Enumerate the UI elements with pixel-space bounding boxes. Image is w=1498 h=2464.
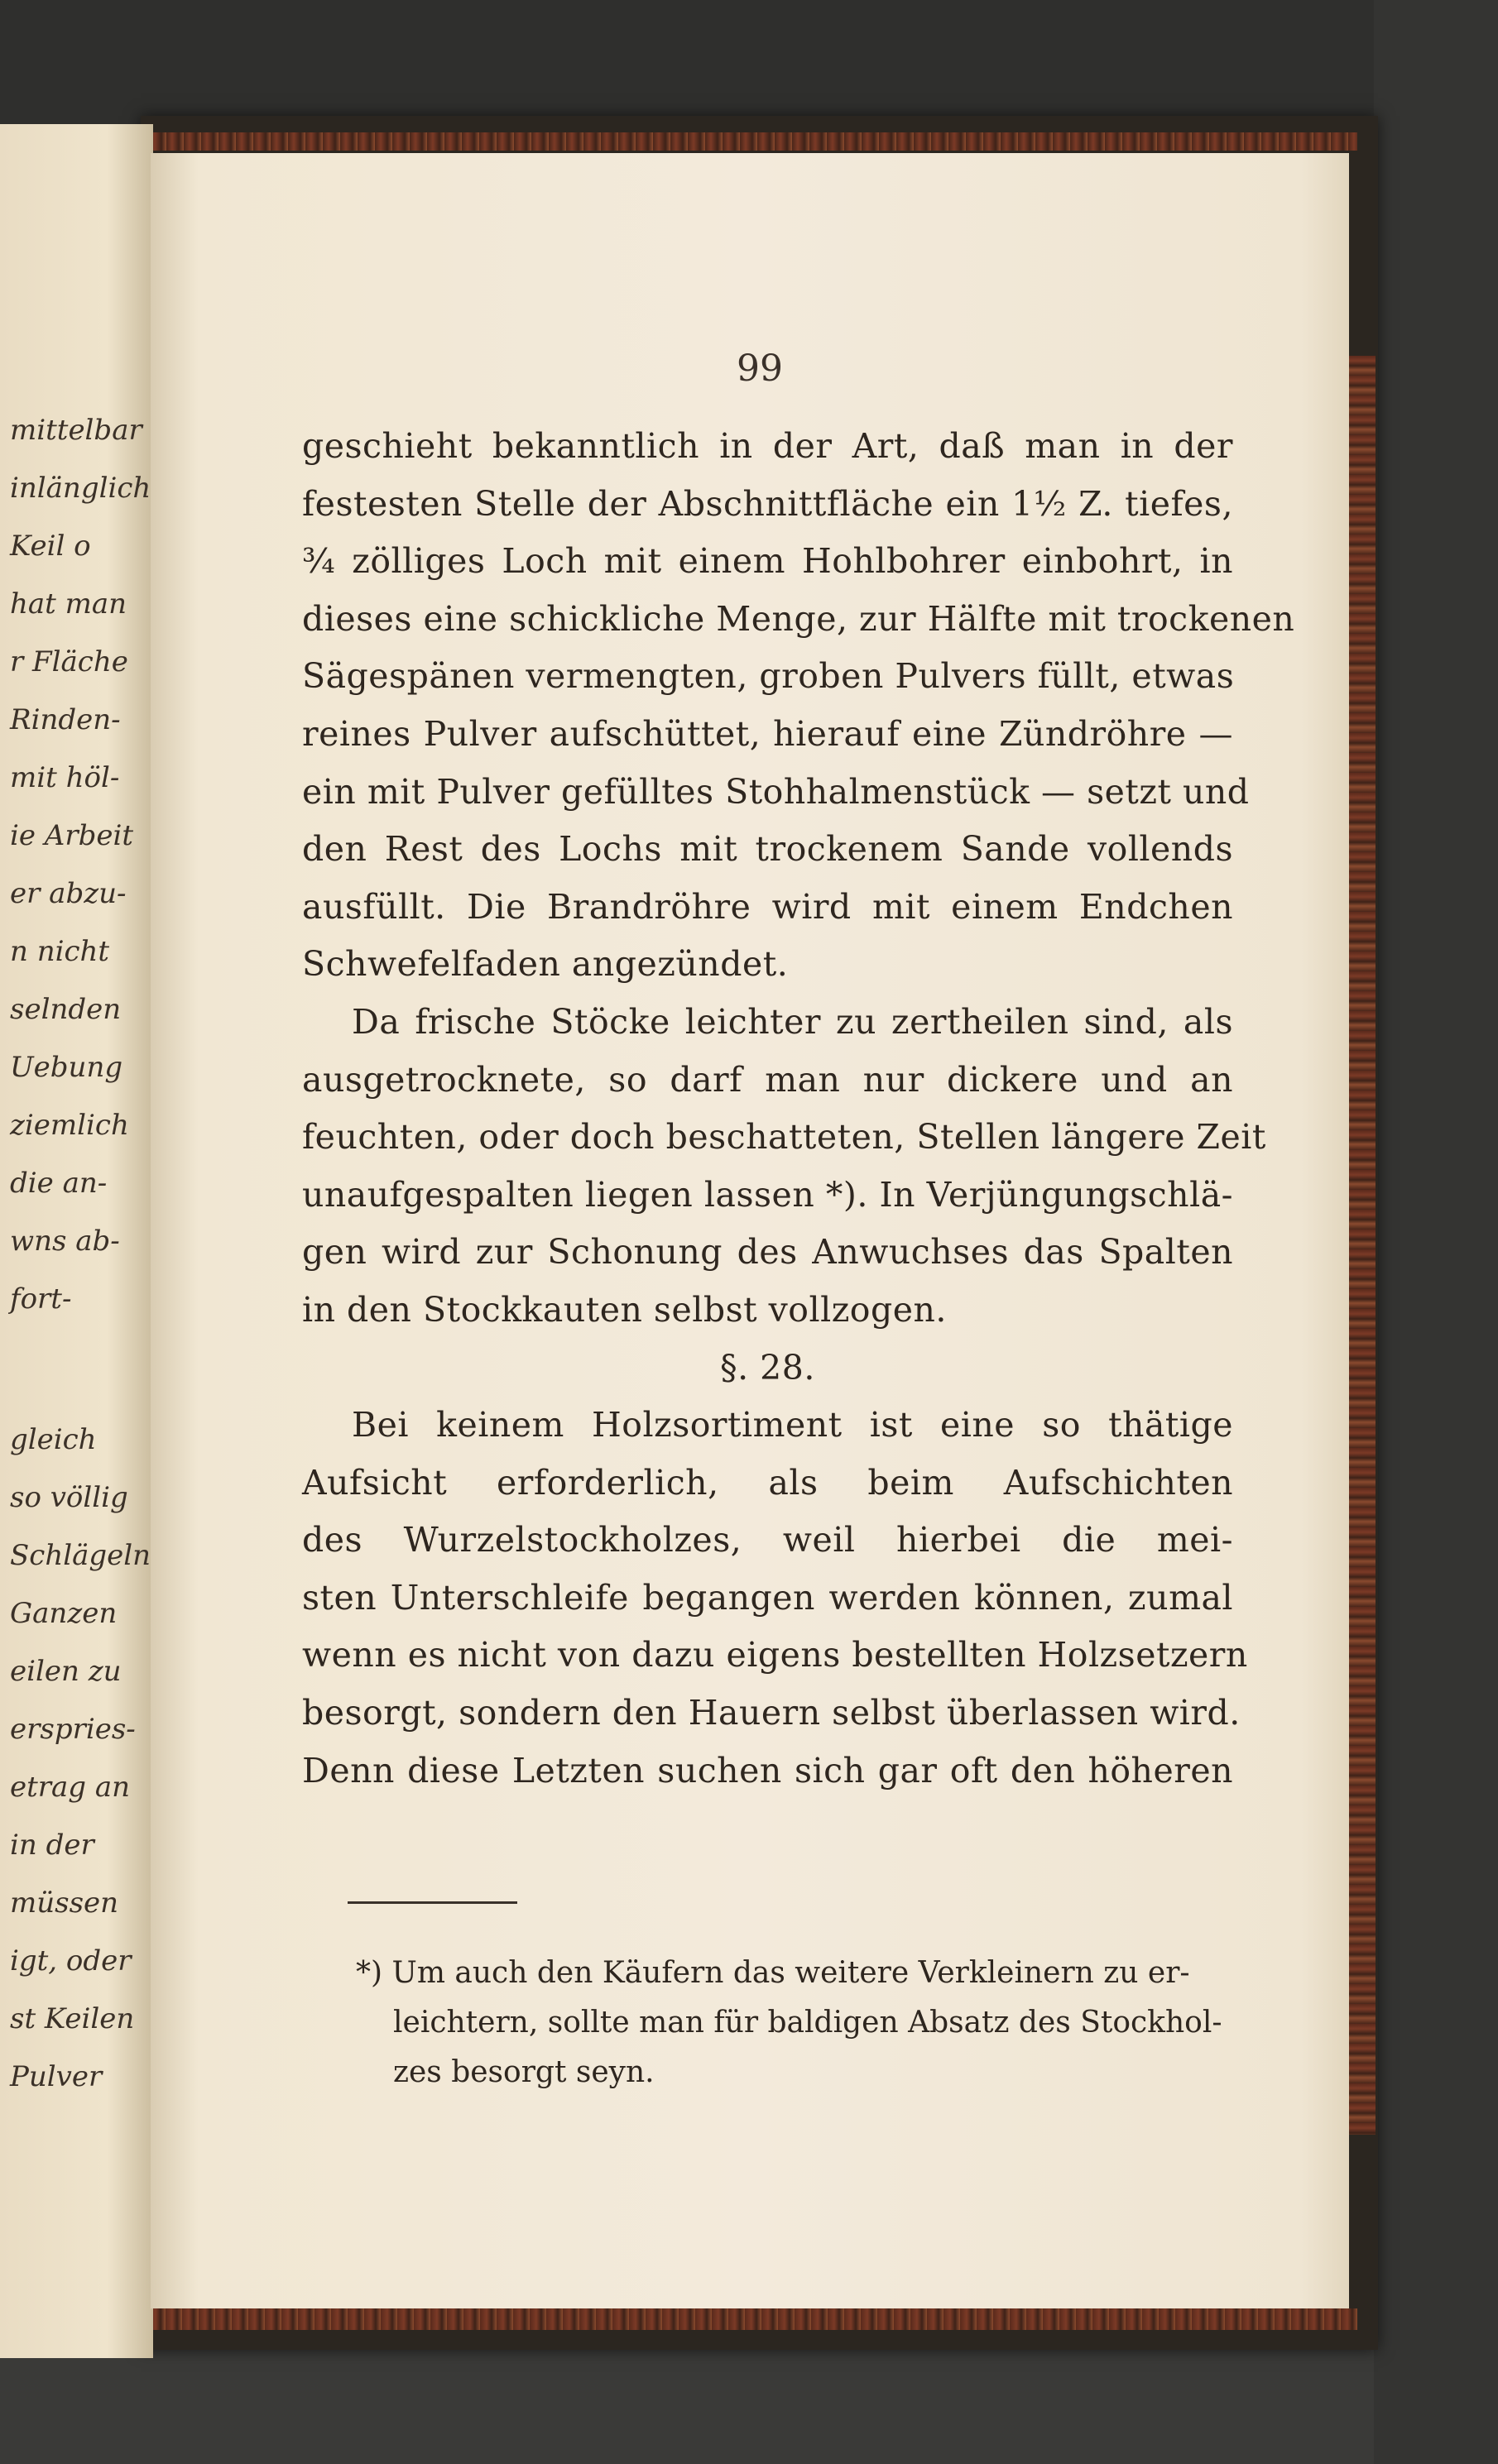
text-line: Sägespänen vermengten, groben Pulvers füllt, etwas xyxy=(302,656,1235,697)
left-fragment: igt, oder xyxy=(10,1944,132,1977)
text-line: ausfüllt. Die Brandröhre wird mit einem Endchen xyxy=(302,886,1233,927)
text-line: reines Pulver aufschüttet, hierauf eine Zündröhre — xyxy=(302,713,1233,754)
text-line: geschieht bekanntlich in der Art, daß man in der xyxy=(302,426,1233,466)
footnote-rule xyxy=(348,1901,517,1904)
left-fragment: müssen xyxy=(10,1886,119,1920)
backdrop xyxy=(0,0,1498,132)
footnote-line: leichtern, sollte man für baldigen Absatz des Stockhol- xyxy=(393,2006,1222,2040)
left-fragment: wns ab- xyxy=(10,1225,120,1258)
text-line: gen wird zur Schonung des Anwuchses das Spalten xyxy=(302,1232,1233,1273)
footnote-line: *) Um auch den Käufern das weitere Verkleinern zu er- xyxy=(356,1956,1190,1990)
text-line: wenn es nicht von dazu eigens bestellten Holzsetzern xyxy=(302,1635,1248,1675)
text-line: des Wurzelstockholzes, weil hierbei die mei- xyxy=(302,1520,1233,1560)
left-fragment: Ganzen xyxy=(10,1597,118,1630)
left-fragment: in der xyxy=(10,1829,94,1862)
facing-page-left xyxy=(0,124,153,2358)
footnote xyxy=(356,1949,1237,2097)
left-fragment: eilen zu xyxy=(10,1655,122,1688)
left-fragment: erspries- xyxy=(10,1713,136,1746)
left-fragment: st Keilen xyxy=(10,2002,135,2035)
text-line: Denn diese Letzten suchen sich gar oft den höheren xyxy=(302,1750,1233,1790)
left-fragment: er abzu- xyxy=(10,877,127,910)
text-line: Bei keinem Holzsortiment ist eine so thätige xyxy=(352,1405,1233,1445)
left-fragment: hat man xyxy=(10,587,127,621)
left-fragment: Schlägeln xyxy=(10,1539,151,1572)
left-fragment: r Fläche xyxy=(10,645,128,678)
text-line: Da frische Stöcke leichter zu zertheilen sind, als xyxy=(352,1001,1233,1042)
left-fragment: Pulver xyxy=(10,2060,103,2093)
left-fragment: mittelbar xyxy=(10,414,142,447)
text-line: Aufsicht erforderlich, als beim Aufschichten xyxy=(302,1462,1233,1503)
text-line: festesten Stelle der Abschnittfläche ein 1½ Z. tiefes, xyxy=(302,483,1233,524)
text-line: feuchten, oder doch beschatteten, Stellen längere Zeit xyxy=(302,1117,1266,1158)
left-fragment: gleich xyxy=(10,1423,97,1456)
text-line: sten Unterschleife begangen werden können, zumal xyxy=(302,1577,1233,1618)
left-fragment: ziemlich xyxy=(10,1109,129,1142)
text-line: Schwefelfaden angezündet. xyxy=(302,944,789,985)
left-fragment: inlänglich xyxy=(10,472,151,505)
text-line: dieses eine schickliche Menge, zur Hälfte mit trockenen xyxy=(302,598,1295,639)
left-fragment: Rinden- xyxy=(10,703,121,736)
body-text xyxy=(302,418,1295,1800)
left-fragment: selnden xyxy=(10,993,122,1026)
left-fragment: die an- xyxy=(10,1167,108,1200)
text-line: unaufgespalten liegen lassen *). In Verjüngungschlä- xyxy=(302,1174,1233,1215)
text-line: in den Stockkauten selbst vollzogen. xyxy=(302,1289,947,1330)
left-fragment: etrag an xyxy=(10,1771,131,1804)
marbled-edge-top xyxy=(149,132,1357,151)
text-line: den Rest des Lochs mit trockenem Sande vollends xyxy=(302,829,1233,870)
left-fragment: Keil o xyxy=(10,530,91,563)
text-line: besorgt, sondern den Hauern selbst überlassen wird. xyxy=(302,1693,1241,1733)
section-heading: §. 28. xyxy=(720,1347,815,1388)
left-fragment: Uebung xyxy=(10,1051,123,1084)
left-fragment: n nicht xyxy=(10,935,110,968)
left-fragment: fort- xyxy=(10,1282,72,1316)
page-number: 99 xyxy=(737,348,783,390)
text-line: ¾ zölliges Loch mit einem Hohlbohrer einbohrt, in xyxy=(302,541,1233,582)
text-line: ein mit Pulver gefülltes Stohhalmenstück — setzt und xyxy=(302,771,1250,812)
left-fragment: so völlig xyxy=(10,1481,128,1514)
backdrop-right xyxy=(1374,0,1498,2464)
marbled-edge-bottom xyxy=(149,2308,1357,2330)
left-fragment: ie Arbeit xyxy=(10,819,134,852)
footnote-line: zes besorgt seyn. xyxy=(393,2055,655,2089)
left-fragment: mit höl- xyxy=(10,761,120,794)
text-line: ausgetrocknete, so darf man nur dickere und an xyxy=(302,1059,1233,1100)
